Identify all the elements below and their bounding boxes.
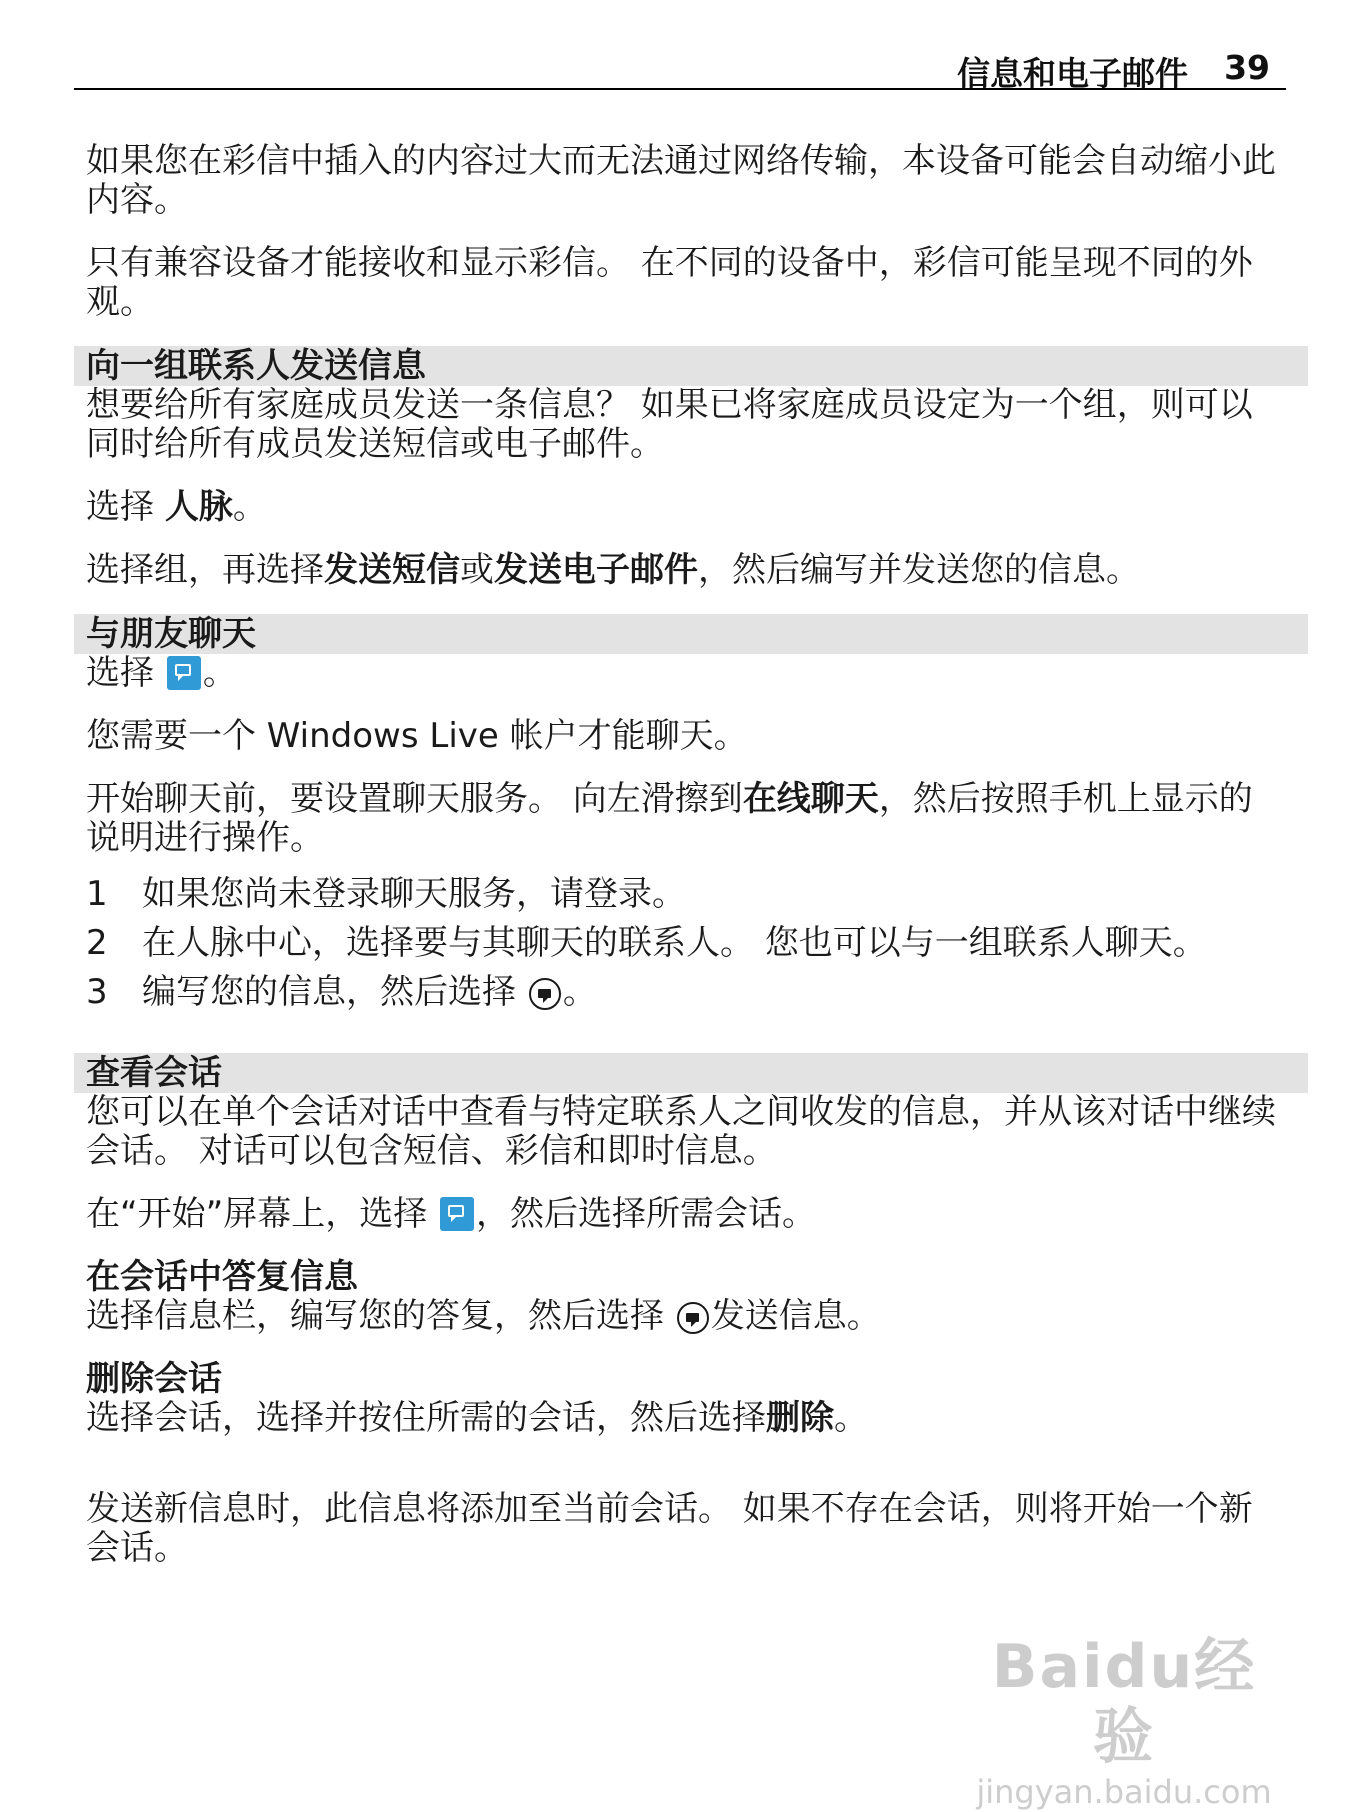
intro-paragraph-1: 如果您在彩信中插入的内容过大而无法通过网络传输，本设备可能会自动缩小此内容。 [86,141,1276,220]
chat-paragraph-3: 开始聊天前，要设置聊天服务。 向左滑擦到在线聊天，然后按照手机上显示的说明进行操作。 [86,779,1253,858]
online-chat-label: 在线聊天 [742,779,879,819]
section-heading-group: 向一组联系人发送信息 [74,346,1308,386]
intro-paragraph-2: 只有兼容设备才能接收和显示彩信。 在不同的设备中，彩信可能呈现不同的外观。 [86,243,1253,322]
watermark-url: jingyan.baidu.com [976,1773,1272,1811]
messaging-icon [167,656,201,690]
watermark-logo: Baidu经验 [991,1632,1257,1772]
subheading-delete: 删除会话 [86,1359,222,1399]
chat-paragraph-1: 选择 。 [86,653,237,693]
watermark [974,1632,1274,1811]
chat-paragraph-2: 您需要一个 Windows Live 帐户才能聊天。 [86,716,748,756]
send-email-label: 发送电子邮件 [494,550,698,590]
section-heading-chat: 与朋友聊天 [74,614,1308,654]
delete-label: 删除 [766,1398,834,1438]
group-paragraph-3: 选择组，再选择发送短信或发送电子邮件，然后编写并发送您的信息。 [86,550,1140,590]
section-heading-conversation: 查看会话 [74,1053,1308,1093]
conversation-paragraph-1: 您可以在单个会话对话中查看与特定联系人之间收发的信息，并从该对话中继续会话。 对话可以包含短信、彩信和即时信息。 [86,1092,1276,1171]
send-icon [677,1302,709,1334]
group-paragraph-2: 选择 人脉。 [86,487,267,527]
reply-paragraph: 选择信息栏，编写您的答复，然后选择 发送信息。 [86,1296,881,1336]
send-icon [529,978,561,1010]
list-item: 3 编写您的信息，然后选择 。 [86,972,597,1012]
list-item: 1 如果您尚未登录聊天服务，请登录。 [86,874,686,914]
send-sms-label: 发送短信 [324,550,460,590]
page-header [74,44,1286,93]
group-paragraph-1: 想要给所有家庭成员发送一条信息？ 如果已将家庭成员设定为一个组，则可以同时给所有成员发送短信或电子邮件。 [86,385,1253,464]
subheading-reply: 在会话中答复信息 [86,1257,358,1297]
page-content [86,142,1286,1568]
note-paragraph: 发送新信息时，此信息将添加至当前会话。 如果不存在会话，则将开始一个新会话。 [86,1489,1253,1568]
page-number: 39 [1224,48,1270,87]
list-item: 2 在人脉中心，选择要与其聊天的联系人。 您也可以与一组联系人聊天。 [86,923,1207,963]
delete-paragraph: 选择会话，选择并按住所需的会话，然后选择删除。 [86,1398,868,1438]
chapter-title: 信息和电子邮件 [957,54,1188,93]
messaging-icon [440,1197,474,1231]
contacts-hub-label: 人脉 [164,487,233,527]
conversation-paragraph-2: 在“开始”屏幕上，选择 ，然后选择所需会话。 [86,1194,817,1234]
chat-steps [86,870,1286,1017]
